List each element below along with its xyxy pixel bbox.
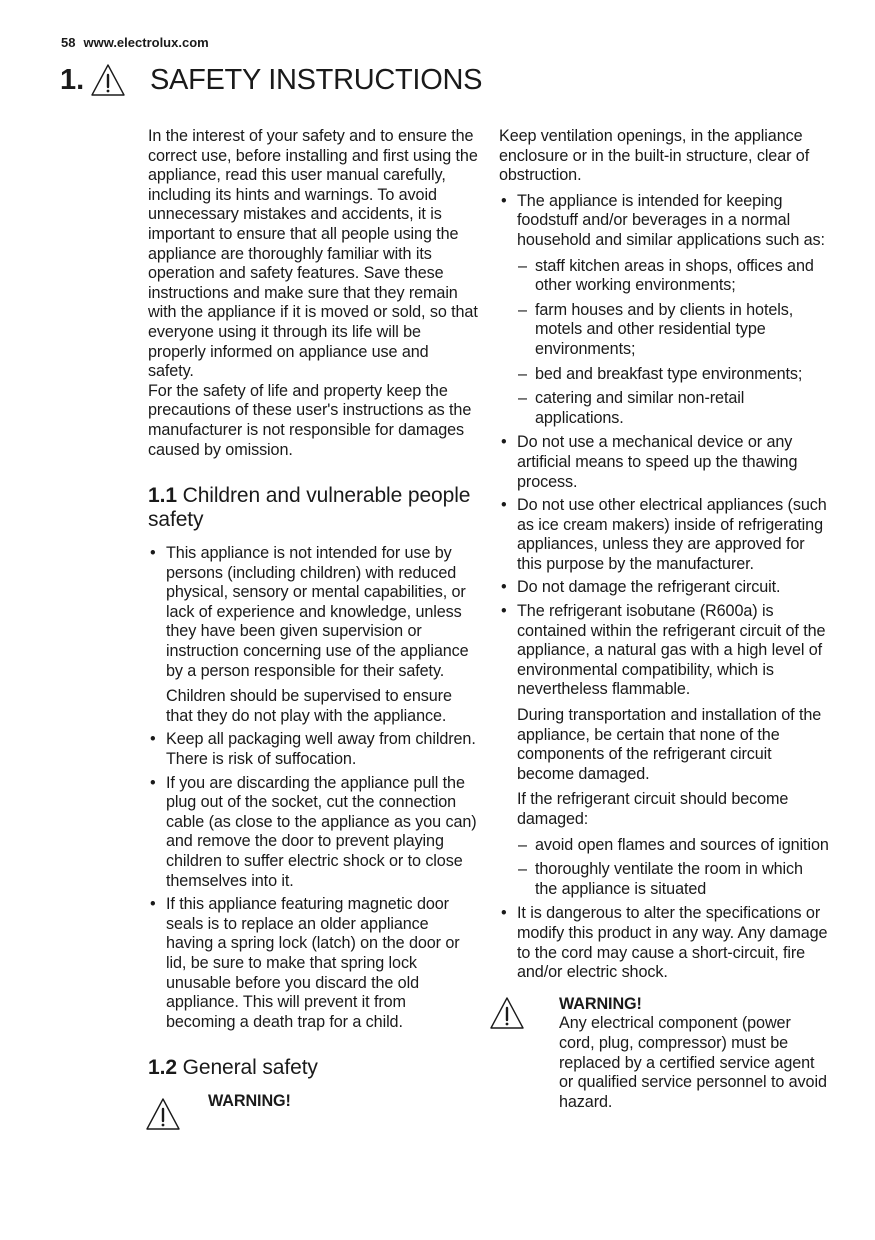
section-title: Children and vulnerable people safety xyxy=(148,484,471,532)
list-item xyxy=(499,192,829,429)
list-item xyxy=(499,496,829,574)
list-item xyxy=(148,730,478,769)
list-item-text: • Do not use a mechanical device or any artificial means to speed up the thawing process. xyxy=(517,433,798,491)
applications-list xyxy=(517,257,829,429)
damage-actions-list xyxy=(517,836,829,900)
electrical-warning xyxy=(499,995,829,1113)
sub-list-item: – farm houses and by clients in hotels, motels and other residential type environments; xyxy=(517,301,829,360)
chapter-number: 1. xyxy=(60,64,85,96)
list-item-text: • Keep all packaging well away from children. There is risk of suffocation. xyxy=(166,730,476,769)
section-title: General safety xyxy=(182,1056,318,1080)
left-column xyxy=(148,127,478,1112)
list-item-extra: If the refrigerant circuit should become damaged: xyxy=(517,790,789,828)
list-item-text: • This appliance is not intended for use by persons (including children) with reduced physical, sensory or mental capabilities, or lack of experience and knowledge, unless they have been given supervision or instruction concerning use of the appliance by a person responsible for their safety. xyxy=(166,544,469,680)
warning-triangle-icon xyxy=(489,995,525,1031)
website-url: www.electrolux.com xyxy=(83,35,209,50)
list-item-extra: Children should be supervised to ensure that they do not play with the appliance. xyxy=(166,687,452,725)
list-item xyxy=(499,578,829,598)
general-safety-warning xyxy=(148,1092,478,1112)
list-item xyxy=(499,433,829,492)
children-safety-list xyxy=(148,544,478,1032)
sub-list-item: – avoid open flames and sources of ignition xyxy=(517,836,829,856)
list-item-text: • The appliance is intended for keeping foodstuff and/or beverages in a normal household and similar applications such as: xyxy=(517,191,825,249)
section-heading-1-1 xyxy=(148,484,478,532)
section-number: 1.2 xyxy=(148,1056,177,1080)
list-item-extra: During transportation and installation of the appliance, be certain that none of the components of the refrigerant circuit become damaged. xyxy=(517,706,822,783)
warning-text: Any electrical component (power cord, plug, compressor) must be replaced by a certified service agent or qualified service personnel to avoid hazard. xyxy=(559,1014,827,1111)
chapter-title-text: SAFETY INSTRUCTIONS xyxy=(150,64,483,96)
list-item xyxy=(148,544,478,726)
warning-triangle-icon xyxy=(145,1096,181,1132)
list-item xyxy=(499,602,829,899)
list-item-text: • Do not use other electrical appliances (such as ice cream makers) inside of refrigerating appliances, unless they are approved for this purpose by the manufacturer. xyxy=(517,496,827,573)
sub-list-item: – thoroughly ventilate the room in which the appliance is situated xyxy=(517,860,829,899)
list-item xyxy=(499,904,829,982)
list-item xyxy=(148,774,478,892)
list-item-text: • Do not damage the refrigerant circuit. xyxy=(517,578,781,597)
sub-list-item: – catering and similar non-retail applications. xyxy=(517,389,829,428)
list-item xyxy=(148,895,478,1032)
intro-paragraph-2: For the safety of life and property keep the precautions of these user's instructions as the manufacturer is not responsible for damages caused by omission. xyxy=(148,381,472,459)
right-column xyxy=(499,127,829,1112)
page-header xyxy=(61,35,209,50)
sub-list-item: – staff kitchen areas in shops, offices and other working environments; xyxy=(517,257,829,296)
intro-paragraph: In the interest of your safety and to ensure the correct use, before installing and first using the appliance, read this user manual carefully, including its hints and warnings. To avoid unnecessary mistakes and accidents, it is important to ensure that all people using the appliance are thoroughly familiar with its operation and safety features. Save these instructions and make sure that they remain with the appliance if it is moved or sold, so that everyone using it through its life will be properly informed on appliance use and safety. xyxy=(148,127,478,381)
general-safety-list xyxy=(499,192,829,983)
sub-list-item: – bed and breakfast type environments; xyxy=(517,365,829,385)
section-heading-1-2 xyxy=(148,1056,478,1080)
warning-triangle-icon xyxy=(90,62,126,98)
section-number: 1.1 xyxy=(148,484,177,508)
list-item-text: • If this appliance featuring magnetic door seals is to replace an older appliance having a spring lock (latch) on the door or lid, be sure to make that spring lock unusable before you discard the old appliance. This will prevent it from becoming a death trap for a child. xyxy=(166,895,460,1031)
list-item-text: • It is dangerous to alter the specifications or modify this product in any way. Any damage to the cord may cause a short-circuit, fire and/or electric shock. xyxy=(517,904,828,982)
ventilation-paragraph: Keep ventilation openings, in the appliance enclosure or in the built-in structure, clear of obstruction. xyxy=(499,127,810,185)
list-item-text: • If you are discarding the appliance pull the plug out of the socket, cut the connection cable (as close to the appliance as you can) and remove the door to prevent playing children to suffer electric shock or to close themselves into it. xyxy=(166,773,477,890)
page-number: 58 xyxy=(61,35,76,50)
warning-title: WARNING! xyxy=(559,994,642,1013)
warning-label: WARNING! xyxy=(208,1092,291,1111)
list-item-text: • The refrigerant isobutane (R600a) is contained within the refrigerant circuit of the appliance, a natural gas with a high level of environmental compatibility, which is nevertheless flammable. xyxy=(517,602,826,699)
